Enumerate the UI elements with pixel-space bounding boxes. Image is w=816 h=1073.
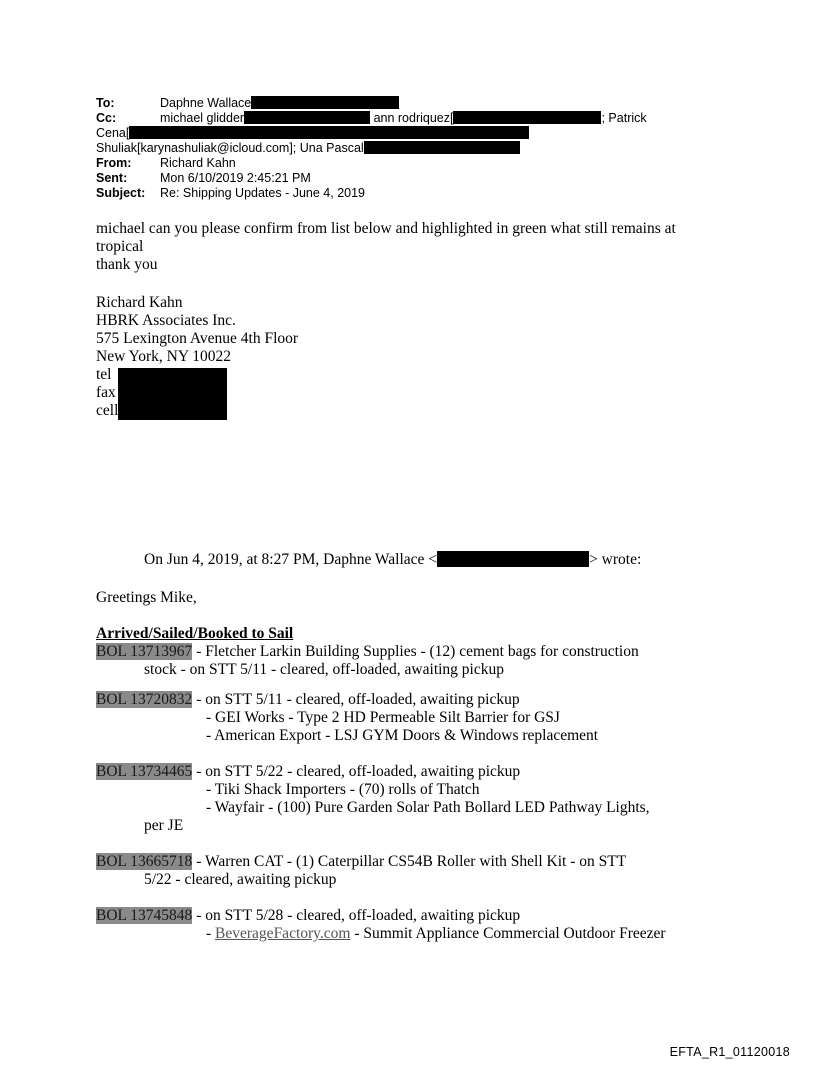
cc-line3: Shuliak[karynashuliak@icloud.com]; Una Pascal — [96, 141, 364, 155]
cc-value-2: ann rodriquez[ — [373, 111, 454, 125]
signature-tel: tel — [96, 366, 112, 383]
cc-value-1: michael glidder — [160, 111, 245, 125]
greeting: Greetings Mike, — [96, 589, 197, 606]
cc-row-2 — [96, 126, 716, 141]
signature-cell: cell — [96, 402, 119, 419]
sent-label: Sent: — [96, 171, 128, 185]
subject-label: Subject: — [96, 186, 146, 200]
to-value: Daphne Wallace — [160, 96, 252, 110]
redaction-block — [244, 111, 370, 124]
cc-value-3: ; Patrick — [601, 111, 647, 125]
email-header — [96, 96, 716, 201]
signature-company: HBRK Associates Inc. — [96, 312, 236, 329]
redaction-block — [437, 551, 589, 567]
subject-row — [96, 186, 716, 201]
to-row — [96, 96, 716, 111]
message-body — [96, 220, 696, 274]
cc-line2: Cena[ — [96, 126, 130, 140]
quoted-message — [96, 589, 716, 943]
redaction-block — [129, 126, 529, 139]
bol-number: BOL 13720832 — [96, 691, 193, 708]
section-title: Arrived/Sailed/Booked to Sail — [96, 625, 294, 642]
beveragefactory-link[interactable]: BeverageFactory.com — [215, 925, 351, 942]
redaction-block — [118, 368, 227, 420]
quote-intro-end: > wrote: — [589, 551, 642, 568]
message-text: michael can you please confirm from list below and highlighted in green what still remains at tropical — [96, 220, 676, 255]
from-row — [96, 156, 716, 171]
cc-label: Cc: — [96, 111, 117, 125]
message-thanks: thank you — [96, 256, 158, 273]
signature — [96, 294, 298, 420]
list-item: BOL 13665718 - Warren CAT - (1) Caterpillar CS54B Roller with Shell Kit - on STT 5/22 - cleared, awaiting pickup — [96, 853, 627, 888]
list-item: BOL 13713967 - Fletcher Larkin Building Supplies - (12) cement bags for construction stock - on STT 5/11 - cleared, off-loaded, awaiting pickup — [96, 643, 639, 678]
quote-intro — [144, 551, 641, 569]
sent-row — [96, 171, 716, 186]
bol-number: BOL 13713967 — [96, 643, 193, 660]
quote-intro-text: On Jun 4, 2019, at 8:27 PM, Daphne Wallace < — [144, 551, 438, 568]
list-item: BOL 13734465 - on STT 5/22 - cleared, off-loaded, awaiting pickup - Tiki Shack Importers - (70) rolls of Thatch - Wayfair - (100) Pure Garden Solar Path Bollard LED Pathway Lights, per JE — [96, 763, 650, 834]
from-label: From: — [96, 156, 132, 170]
list-item: BOL 13745848 - on STT 5/28 - cleared, off-loaded, awaiting pickup - BeverageFactory.com - Summit Appliance Commercial Outdoor Freezer — [96, 907, 666, 942]
cc-row — [96, 111, 716, 126]
cc-row-3 — [96, 141, 716, 156]
bol-number: BOL 13734465 — [96, 763, 193, 780]
from-value: Richard Kahn — [160, 156, 236, 170]
subject-value: Re: Shipping Updates - June 4, 2019 — [160, 186, 365, 200]
signature-name: Richard Kahn — [96, 294, 183, 311]
signature-address-1: 575 Lexington Avenue 4th Floor — [96, 330, 299, 347]
signature-fax: fax — [96, 384, 116, 401]
bol-number: BOL 13745848 — [96, 907, 193, 924]
redaction-block — [364, 141, 520, 154]
document-id: EFTA_R1_01120018 — [669, 1045, 790, 1059]
to-label: To: — [96, 96, 115, 110]
bol-number: BOL 13665718 — [96, 853, 193, 870]
redaction-block — [453, 111, 601, 124]
sent-value: Mon 6/10/2019 2:45:21 PM — [160, 171, 311, 185]
list-item: BOL 13720832 - on STT 5/11 - cleared, off-loaded, awaiting pickup - GEI Works - Type 2 HD Permeable Silt Barrier for GSJ - American Export - LSJ GYM Doors & Windows replacement — [96, 691, 599, 744]
redaction-block — [251, 96, 399, 109]
signature-address-2: New York, NY 10022 — [96, 348, 232, 365]
